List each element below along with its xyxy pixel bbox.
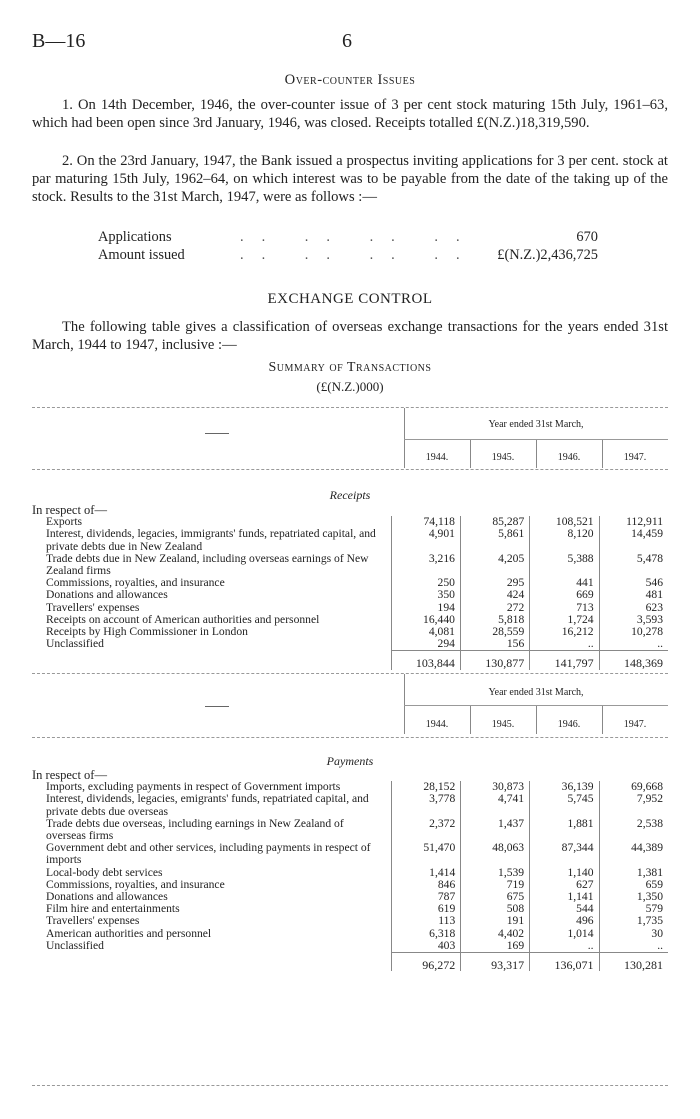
row-label: Receipts on account of American authorities and personnel — [46, 612, 320, 626]
cell: 294 — [391, 638, 460, 651]
year-header-1947: 1947. — [623, 452, 647, 463]
cell: 16,440 — [391, 614, 460, 626]
table-row — [32, 915, 668, 927]
cell: 108,521 — [530, 516, 599, 528]
year-header-1947: 1947. — [623, 719, 647, 730]
cell: 74,118 — [391, 516, 460, 528]
page-number: 6 — [342, 30, 352, 52]
table-row — [32, 553, 668, 577]
cell: 113 — [392, 915, 461, 927]
receipts-section-title: Receipts — [329, 488, 371, 502]
document-reference: B—16 — [32, 30, 86, 52]
cell: 156 — [460, 638, 529, 651]
cell: 1,140 — [530, 867, 599, 879]
table-row — [32, 589, 668, 601]
cell: .. — [530, 940, 599, 953]
cell: 1,141 — [530, 891, 599, 903]
cell: 30,873 — [461, 781, 530, 793]
cell: 719 — [461, 879, 530, 891]
year-header-1944: 1944. — [425, 452, 449, 463]
row-label: Imports, excluding payments in respect of Government imports — [46, 780, 341, 794]
payments-section-title: Payments — [326, 754, 374, 768]
row-label: Travellers' expenses — [46, 914, 140, 928]
cell: .. — [599, 638, 668, 651]
table-row — [32, 626, 668, 638]
cell: 28,559 — [460, 626, 529, 638]
row-label: Interest, dividends, legacies, emigrants' funds, repatriated capital, and private debts due overseas — [46, 792, 369, 818]
row-label: Film hire and entertainments — [46, 902, 180, 916]
cell: 3,778 — [392, 793, 461, 817]
table-row — [32, 602, 668, 614]
cell: 14,459 — [599, 528, 668, 552]
cell: 5,388 — [530, 553, 599, 577]
year-header-1945: 1945. — [491, 452, 515, 463]
table-rule — [32, 469, 668, 470]
cell: 191 — [461, 915, 530, 927]
receipts-table — [32, 504, 668, 670]
cell: 1,414 — [392, 867, 461, 879]
total-cell: 130,281 — [599, 953, 668, 972]
leader-dots: .. .. .. .. — [240, 229, 478, 245]
cell: 250 — [391, 577, 460, 589]
payments-table — [32, 769, 668, 971]
cell: 659 — [599, 879, 668, 891]
cell: 1,881 — [530, 818, 599, 842]
cell: 85,287 — [460, 516, 529, 528]
year-header-1946: 1946. — [557, 719, 581, 730]
cell: 627 — [530, 879, 599, 891]
cell: 272 — [460, 602, 529, 614]
over-counter-para-2: 2. On the 23rd January, 1947, the Bank issued a prospectus inviting applications for 3 per cent. stock at par maturing 15th July, 1962–64, on which interest was to be payable from the date of the taking up of the stock. Results to the 31st March, 1947, were as follows :— — [32, 153, 668, 205]
cell: 7,952 — [599, 793, 668, 817]
cell: 403 — [392, 940, 461, 953]
row-label: Government debt and other services, including payments in respect of imports — [46, 841, 371, 867]
row-label: Trade debts due in New Zealand, including overseas earnings of New Zealand firms — [46, 551, 369, 578]
table-row — [32, 818, 668, 842]
summary-title: Summary of Transactions — [268, 360, 432, 375]
stub-dash — [205, 706, 229, 707]
cell: 5,861 — [460, 528, 529, 552]
cell: 28,152 — [392, 781, 461, 793]
cell: 675 — [461, 891, 530, 903]
cell: 2,372 — [392, 818, 461, 842]
year-heading: Year ended 31st March, — [488, 419, 584, 430]
cell: 1,437 — [461, 818, 530, 842]
row-label: Unclassified — [46, 938, 104, 952]
table-row — [32, 842, 668, 866]
total-cell: 130,877 — [460, 651, 529, 670]
total-cell: 136,071 — [530, 953, 599, 972]
row-label: Donations and allowances — [46, 890, 168, 904]
cell: 787 — [392, 891, 461, 903]
row-label: Local-body debt services — [46, 865, 163, 879]
applications-value: 670 — [576, 229, 598, 245]
cell: 713 — [530, 602, 599, 614]
year-header-1946: 1946. — [557, 452, 581, 463]
row-label: Receipts by High Commissioner in London — [46, 625, 248, 639]
cell: 544 — [530, 903, 599, 915]
row-label: Donations and allowances — [46, 588, 168, 602]
cell: 30 — [599, 928, 668, 940]
cell: 496 — [530, 915, 599, 927]
exchange-control-title: EXCHANGE CONTROL — [267, 291, 433, 307]
cell: 481 — [599, 589, 668, 601]
cell: 295 — [460, 577, 529, 589]
cell: 6,318 — [392, 928, 461, 940]
row-label: Travellers' expenses — [46, 600, 140, 614]
cell: 3,216 — [391, 553, 460, 577]
over-counter-para-1: 1. On 14th December, 1946, the over-counter issue of 3 per cent stock maturing 15th July, 1961–63, which had been open since 3rd January, 1946, was closed. Receipts totalled £(N.Z.)18,319,590. — [32, 97, 668, 131]
table-rule — [32, 407, 668, 408]
amount-issued-label: Amount issued — [98, 247, 185, 263]
table-rule — [32, 673, 668, 674]
total-cell: 103,844 — [391, 651, 460, 670]
year-header-1945: 1945. — [491, 719, 515, 730]
summary-unit: (£(N.Z.)000) — [316, 379, 384, 394]
cell: 4,402 — [461, 928, 530, 940]
cell: 846 — [392, 879, 461, 891]
cell: 1,014 — [530, 928, 599, 940]
cell: 36,139 — [530, 781, 599, 793]
cell: 87,344 — [530, 842, 599, 866]
cell: 424 — [460, 589, 529, 601]
cell: 5,818 — [460, 614, 529, 626]
in-respect-label: In respect of— — [32, 768, 107, 782]
cell: 5,745 — [530, 793, 599, 817]
cell: 1,350 — [599, 891, 668, 903]
applications-label: Applications — [98, 229, 172, 245]
row-label: American authorities and personnel — [46, 926, 212, 940]
cell: 579 — [599, 903, 668, 915]
cell: 4,205 — [460, 553, 529, 577]
cell: 48,063 — [461, 842, 530, 866]
row-label: Commissions, royalties, and insurance — [46, 877, 225, 891]
cell: 350 — [391, 589, 460, 601]
cell: 5,478 — [599, 553, 668, 577]
cell: 508 — [461, 903, 530, 915]
cell: 4,901 — [391, 528, 460, 552]
total-cell: 93,317 — [461, 953, 530, 972]
in-respect-label: In respect of— — [32, 503, 107, 517]
row-label: Trade debts due overseas, including earnings in New Zealand of overseas firms — [46, 816, 344, 843]
cell: 4,081 — [391, 626, 460, 638]
cell: 619 — [392, 903, 461, 915]
cell: 10,278 — [599, 626, 668, 638]
stub-dash — [205, 433, 229, 434]
exchange-intro: The following table gives a classification of overseas exchange transactions for the years ended 31st March, 1944 to 1947, inclusive :— — [32, 319, 668, 353]
cell: 69,668 — [599, 781, 668, 793]
amount-issued-value: £(N.Z.)2,436,725 — [497, 247, 598, 263]
table-rule — [32, 1085, 668, 1086]
row-label: Unclassified — [46, 637, 104, 651]
table-row — [32, 638, 668, 651]
cell: 112,911 — [599, 516, 668, 528]
table-row — [32, 528, 668, 552]
cell: 1,381 — [599, 867, 668, 879]
cell: 4,741 — [461, 793, 530, 817]
cell: 3,593 — [599, 614, 668, 626]
cell: 669 — [530, 589, 599, 601]
total-cell: 148,369 — [599, 651, 668, 670]
year-heading: Year ended 31st March, — [488, 687, 584, 698]
cell: 169 — [461, 940, 530, 953]
cell: 16,212 — [530, 626, 599, 638]
cell: .. — [599, 940, 668, 953]
cell: 441 — [530, 577, 599, 589]
year-header-1944: 1944. — [425, 719, 449, 730]
cell: 8,120 — [530, 528, 599, 552]
totals-row — [32, 953, 668, 972]
cell: 1,735 — [599, 915, 668, 927]
leader-dots: .. .. .. .. — [240, 247, 478, 263]
cell: 623 — [599, 602, 668, 614]
row-label: Commissions, royalties, and insurance — [46, 576, 225, 590]
cell: 194 — [391, 602, 460, 614]
total-cell: 141,797 — [530, 651, 599, 670]
cell: .. — [530, 638, 599, 651]
table-row — [32, 928, 668, 940]
cell: 546 — [599, 577, 668, 589]
table-rule — [32, 737, 668, 738]
table-row — [32, 793, 668, 817]
cell: 1,539 — [461, 867, 530, 879]
over-counter-title: Over-counter Issues — [284, 72, 416, 88]
cell: 1,724 — [530, 614, 599, 626]
cell: 51,470 — [392, 842, 461, 866]
cell: 2,538 — [599, 818, 668, 842]
cell: 44,389 — [599, 842, 668, 866]
row-label: Exports — [46, 515, 83, 529]
row-label: Interest, dividends, legacies, immigrants' funds, repatriated capital, and private debts due in New Zealand — [46, 527, 376, 553]
table-row — [32, 940, 668, 953]
table-row — [32, 867, 668, 879]
total-cell: 96,272 — [392, 953, 461, 972]
totals-row — [32, 651, 668, 670]
